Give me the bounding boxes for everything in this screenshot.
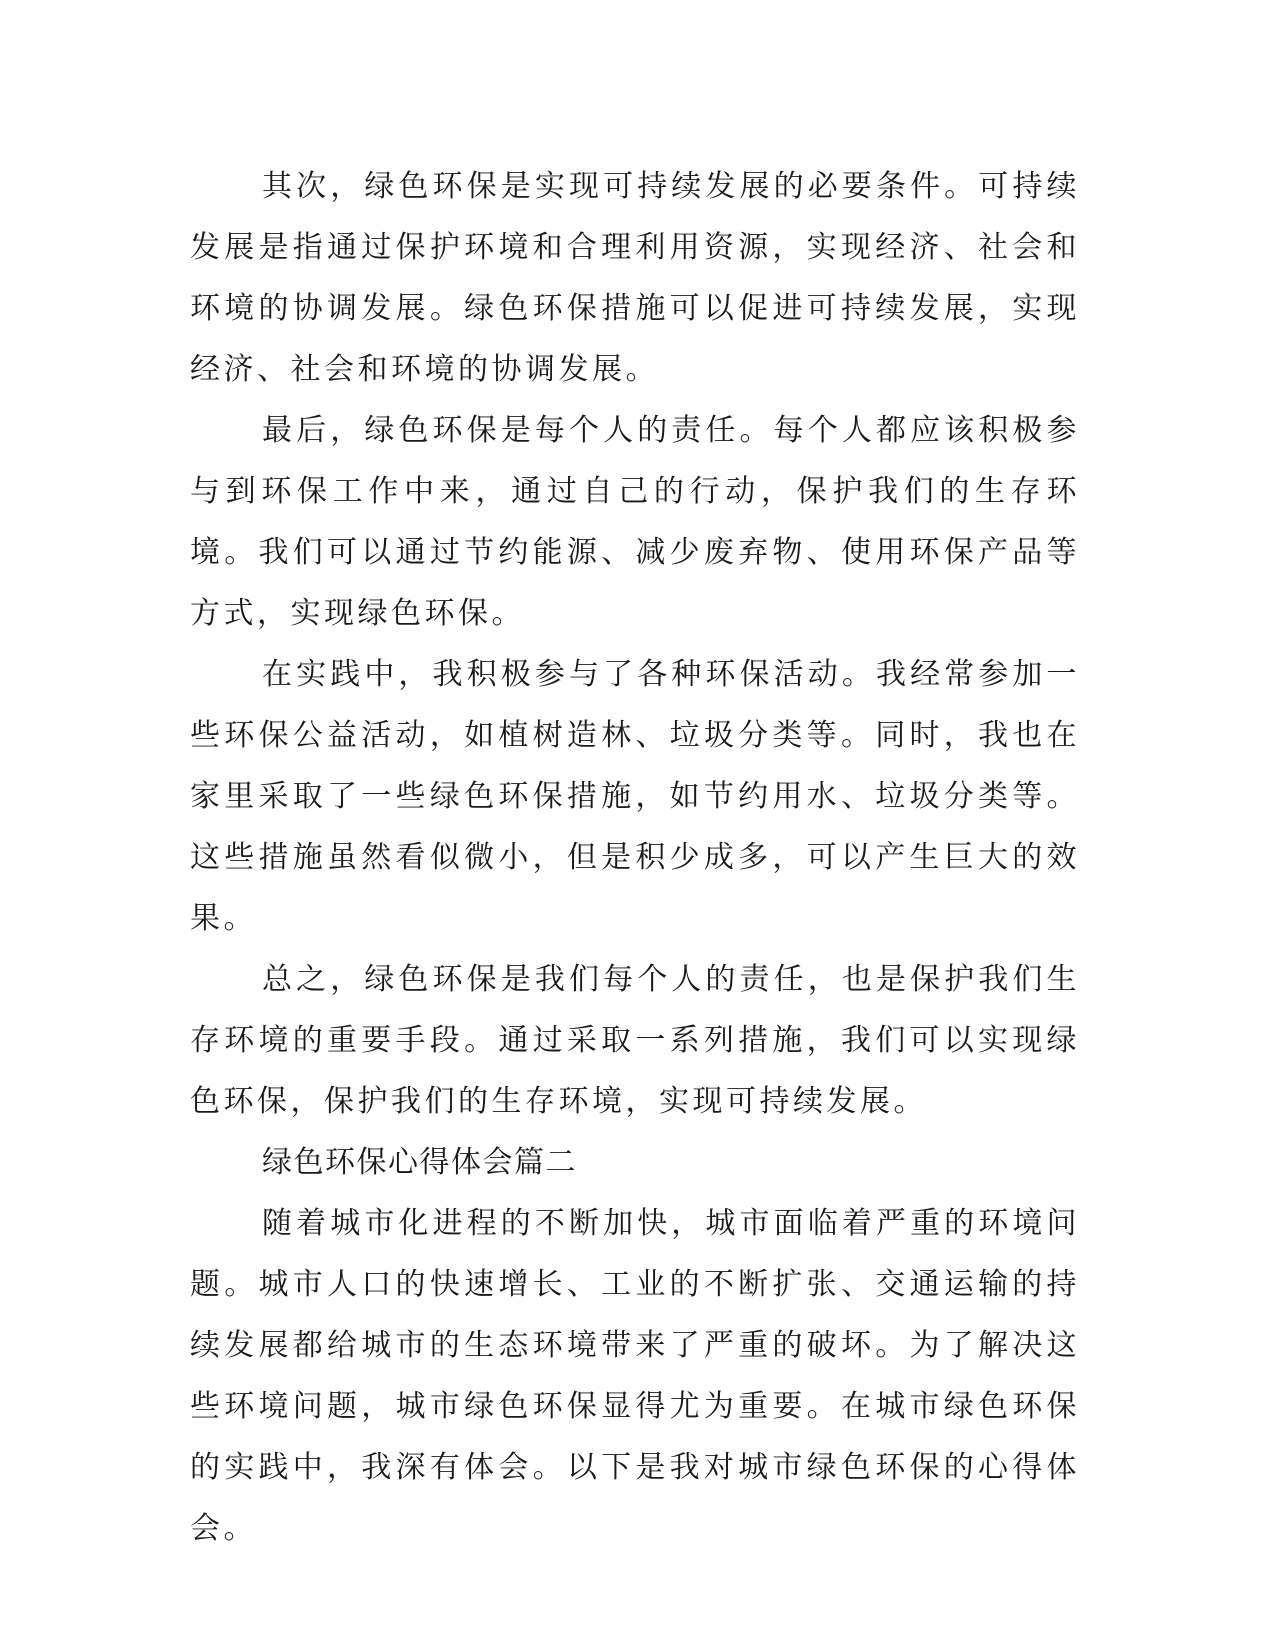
section-heading: 绿色环保心得体会篇二 bbox=[262, 1145, 577, 1180]
paragraph-personal-responsibility: 最后，绿色环保是每个人的责任。每个人都应该积极参与到环保工作中来，通过自己的行动，保护我们的生存环境。我们可以通过节约能源、减少废弃物、使用环保产品等方式，实现绿色环保。 bbox=[190, 413, 1080, 631]
document-body bbox=[190, 156, 1080, 1559]
paragraph-urban-environment: 随着城市化进程的不断加快，城市面临着严重的环境问题。城市人口的快速增长、工业的不断扩张、交通运输的持续发展都给城市的生态环境带来了严重的破坏。为了解决这些环境问题，城市绿色环保显得尤为重要。在城市绿色环保的实践中，我深有体会。以下是我对城市绿色环保的心得体会。 bbox=[190, 1206, 1080, 1546]
paragraph-practice: 在实践中，我积极参与了各种环保活动。我经常参加一些环保公益活动，如植树造林、垃圾分类等。同时，我也在家里采取了一些绿色环保措施，如节约用水、垃圾分类等。这些措施虽然看似微小，但是积少成多，可以产生巨大的效果。 bbox=[190, 657, 1080, 936]
paragraph-conclusion: 总之，绿色环保是我们每个人的责任，也是保护我们生存环境的重要手段。通过采取一系列措施，我们可以实现绿色环保，保护我们的生存环境，实现可持续发展。 bbox=[190, 962, 1080, 1119]
paragraph-sustainable-development: 其次，绿色环保是实现可持续发展的必要条件。可持续发展是指通过保护环境和合理利用资源，实现经济、社会和环境的协调发展。绿色环保措施可以促进可持续发展，实现经济、社会和环境的协调发展。 bbox=[190, 169, 1080, 387]
